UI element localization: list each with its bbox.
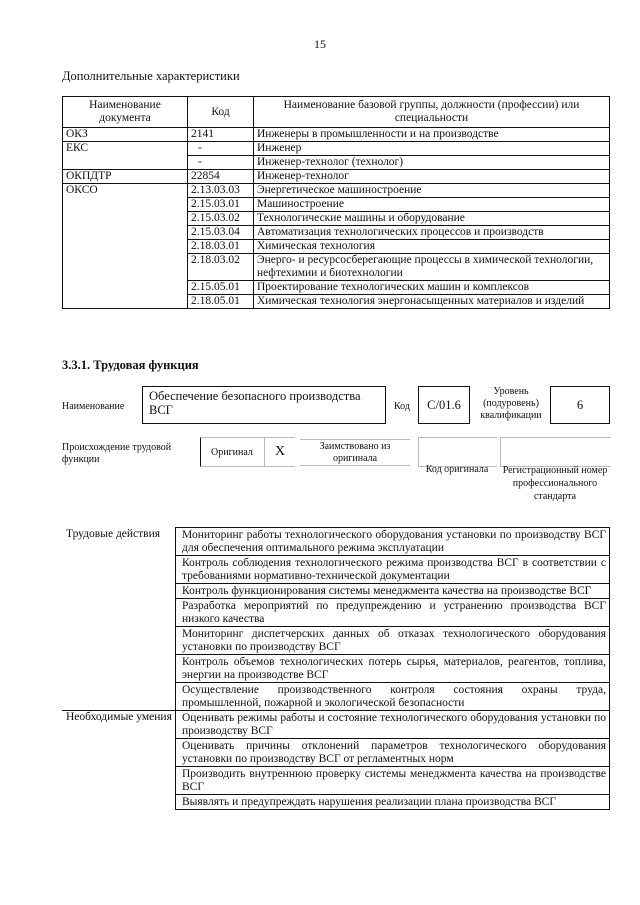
characteristics-table (62, 96, 610, 309)
function-name: Обеспечение безопасного производства ВСГ (149, 389, 361, 417)
name-cell: Энергетическое машиностроение (254, 184, 610, 198)
activity-item: Мониторинг работы технологического оборудования установки по производству ВСГ для обеспечения оптимального режима эксплуатации (176, 528, 610, 556)
name-cell: Машиностроение (254, 198, 610, 212)
name-label: Наименование (62, 401, 125, 412)
reg-number-label: Регистрационный номер профессионального стандарта (502, 465, 608, 502)
category-cell: Необходимые умения (62, 711, 176, 810)
code-cell: - (188, 142, 254, 156)
header-code: Код (188, 97, 254, 128)
name-cell: Энерго- и ресурсосберегающие процессы в химической технологии, нефтехимии и биотехнологии (254, 254, 610, 281)
activity-item: Оценивать режимы работы и состояние технологического оборудования установки по производству ВСГ (176, 711, 610, 739)
activity-item: Контроль функционирования системы менеджмента качества на производстве ВСГ (176, 584, 610, 599)
code-cell: 2.15.03.01 (188, 198, 254, 212)
orig-code-label: Код оригинала (425, 464, 489, 475)
original-cell (200, 437, 265, 467)
code-cell: 22854 (188, 170, 254, 184)
document-cell: ОКЗ (63, 128, 188, 142)
activity-item: Мониторинг диспетчерских данных об отказах технологического оборудования установки по производству ВСГ (176, 627, 610, 655)
activities-table (62, 527, 610, 810)
function-name-box (142, 386, 386, 424)
name-cell: Инженер-технолог (технолог) (254, 156, 610, 170)
activity-item: Разработка мероприятий по предупреждению и устранению производства ВСГ низкого качества (176, 599, 610, 627)
level-box (550, 386, 610, 424)
code-cell: 2.15.03.04 (188, 226, 254, 240)
category-cell: Трудовые действия (62, 528, 176, 711)
level-label: Уровень (подуровень) квалификации (480, 386, 542, 421)
activity-item: Контроль соблюдения технологического режима производства ВСГ в соответствии с требованиями нормативно-технической документации (176, 556, 610, 584)
code-cell: - (188, 156, 254, 170)
name-cell: Инженер-технолог (254, 170, 610, 184)
activity-item: Производить внутреннюю проверку системы менеджмента качества на производстве ВСГ (176, 767, 610, 795)
activity-item: Осуществление производственного контроля состояния охраны труда, промышленной, пожарной и экологической безопасности (176, 683, 610, 711)
code-cell: 2.18.03.02 (188, 254, 254, 281)
table-row (62, 711, 610, 739)
table-row (63, 142, 610, 156)
characteristics-body (63, 128, 610, 309)
code-cell: 2.15.05.01 (188, 281, 254, 295)
name-cell: Проектирование технологических машин и комплексов (254, 281, 610, 295)
activity-item: Выявлять и предупреждать нарушения реализации плана производства ВСГ (176, 795, 610, 810)
name-cell: Автоматизация технологических процессов и производств (254, 226, 610, 240)
activities-body (62, 528, 610, 810)
table-header-row (63, 97, 610, 128)
name-cell: Химическая технология (254, 240, 610, 254)
document-cell: ОКПДТР (63, 170, 188, 184)
origin-label: Происхождение трудовой функции (62, 442, 172, 465)
document-cell: ЕКС (63, 142, 188, 170)
orig-code-cell (418, 437, 497, 467)
level-value: 6 (576, 398, 584, 412)
document-cell: ОКСО (63, 184, 188, 309)
page-number: 15 (314, 37, 326, 51)
table-row (62, 528, 610, 556)
code-cell: 2.15.03.02 (188, 212, 254, 226)
labor-function-title: 3.3.1. Трудовая функция (62, 358, 199, 372)
name-cell: Инженеры в промышленности и на производстве (254, 128, 610, 142)
code-cell: 2.13.03.03 (188, 184, 254, 198)
table-row (63, 184, 610, 198)
name-cell: Инженер (254, 142, 610, 156)
header-name: Наименование базовой группы, должности (профессии) или специальности (254, 97, 610, 128)
borrowed-label: Заимствовано из оригинала (300, 439, 410, 466)
section-title: Дополнительные характеристики (62, 69, 240, 83)
function-code-box (418, 386, 470, 424)
header-document: Наименование документа (63, 97, 188, 128)
function-code: С/01.6 (427, 398, 461, 412)
code-cell: 2.18.05.01 (188, 295, 254, 309)
activity-item: Контроль объемов технологических потерь сырья, материалов, реагентов, топлива, энергии на производстве ВСГ (176, 655, 610, 683)
code-cell: 2.18.03.01 (188, 240, 254, 254)
activity-item: Оценивать причины отклонений параметров технологического оборудования установки по производству ВСГ от регламентных норм (176, 739, 610, 767)
table-row (63, 170, 610, 184)
name-cell: Химическая технология энергонасыщенных материалов и изделий (254, 295, 610, 309)
reg-number-cell (500, 437, 611, 467)
name-cell: Технологические машины и оборудование (254, 212, 610, 226)
table-row (63, 128, 610, 142)
original-mark: X (264, 437, 295, 467)
code-label: Код (394, 401, 410, 412)
original-label: Оригинал (211, 447, 253, 458)
code-cell: 2141 (188, 128, 254, 142)
